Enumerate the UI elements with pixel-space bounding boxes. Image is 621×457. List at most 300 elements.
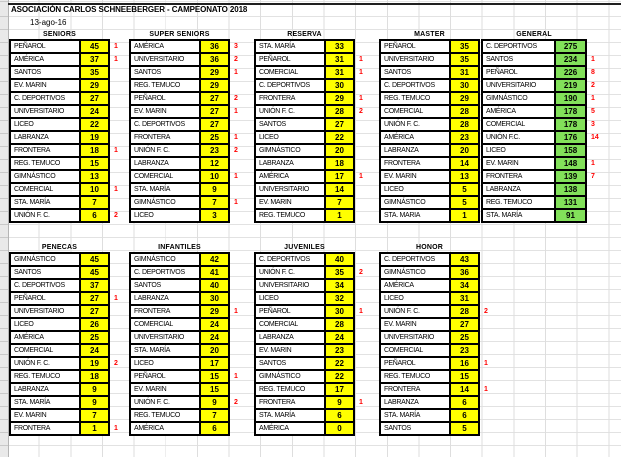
team-name-cell[interactable]: LABRANZA: [130, 292, 200, 305]
team-name-cell[interactable]: UNIVERSITARIO: [130, 53, 200, 66]
team-name-cell[interactable]: UNIÓN F. C.: [10, 357, 80, 370]
team-name-cell[interactable]: GIMNÁSTICO: [255, 370, 325, 383]
points-cell[interactable]: 131: [555, 196, 586, 209]
points-cell[interactable]: 31: [325, 66, 354, 79]
points-cell[interactable]: 25: [450, 331, 479, 344]
points-cell[interactable]: 9: [80, 396, 109, 409]
points-cell[interactable]: 34: [450, 279, 479, 292]
team-name-cell[interactable]: EV. MARIN: [10, 79, 80, 92]
team-name-cell[interactable]: C. DEPORTIVOS: [10, 279, 80, 292]
table-grid: [130, 40, 247, 222]
points-cell[interactable]: 178: [555, 118, 586, 131]
team-name-cell[interactable]: FRONTERA: [130, 305, 200, 318]
points-cell[interactable]: 234: [555, 53, 586, 66]
team-name-cell[interactable]: LABRANZA: [10, 131, 80, 144]
points-cell[interactable]: 10: [80, 183, 109, 196]
team-name-cell[interactable]: AMÉRICA: [10, 331, 80, 344]
points-cell[interactable]: 37: [80, 53, 109, 66]
points-cell[interactable]: 22: [325, 357, 354, 370]
points-cell[interactable]: 0: [325, 422, 354, 435]
standings-table-seniors: [10, 30, 127, 222]
team-name-cell[interactable]: AMÉRICA: [380, 131, 450, 144]
points-cell[interactable]: 219: [555, 79, 586, 92]
team-name-cell[interactable]: SANTOS: [130, 66, 200, 79]
table-title[interactable]: INFANTILES: [158, 244, 201, 251]
points-cell[interactable]: 18: [80, 370, 109, 383]
note-cell: [109, 105, 127, 118]
points-cell[interactable]: 33: [325, 40, 354, 53]
points-cell[interactable]: 28: [325, 318, 354, 331]
points-cell[interactable]: 91: [555, 209, 586, 222]
team-name-cell[interactable]: LABRANZA: [380, 396, 450, 409]
note-cell: [109, 266, 127, 279]
points-cell[interactable]: 6: [450, 409, 479, 422]
team-name-cell[interactable]: STA. MARÍA: [482, 209, 555, 222]
points-cell[interactable]: 18: [80, 144, 109, 157]
points-cell[interactable]: 27: [200, 105, 229, 118]
team-name-cell[interactable]: AMÉRICA: [10, 53, 80, 66]
points-cell[interactable]: 34: [325, 279, 354, 292]
team-name-cell[interactable]: FRONTERA: [255, 92, 325, 105]
points-cell[interactable]: 29: [200, 66, 229, 79]
team-name-cell[interactable]: FRONTERA: [482, 170, 555, 183]
points-cell[interactable]: 30: [325, 305, 354, 318]
table-grid: [10, 40, 127, 222]
team-name-cell[interactable]: LICEO: [130, 357, 200, 370]
team-name-cell[interactable]: SANTOS: [482, 53, 555, 66]
team-name-cell[interactable]: LICEO: [10, 118, 80, 131]
points-cell[interactable]: 40: [325, 253, 354, 266]
team-name-cell[interactable]: EV. MARIN: [380, 170, 450, 183]
points-cell[interactable]: 23: [200, 144, 229, 157]
team-name-cell[interactable]: LABRANZA: [380, 144, 450, 157]
points-cell[interactable]: 23: [325, 344, 354, 357]
note-cell: 1: [591, 95, 595, 102]
points-cell[interactable]: 32: [325, 292, 354, 305]
note-cell: 1: [234, 69, 238, 76]
points-cell[interactable]: 17: [200, 357, 229, 370]
team-name-cell[interactable]: UNIÓN F. C.: [10, 209, 80, 222]
team-name-cell[interactable]: GIMNÁSTICO: [255, 144, 325, 157]
points-cell[interactable]: 7: [80, 409, 109, 422]
note-cell: [109, 196, 127, 209]
points-cell[interactable]: 23: [450, 344, 479, 357]
note-cell: 2: [484, 308, 488, 315]
sheet-title[interactable]: ASOCIACIÓN CARLOS SCHNEEBERGER - CAMPEONATO 2018: [11, 5, 248, 14]
team-name-cell[interactable]: STA. MARÍA: [130, 183, 200, 196]
points-cell[interactable]: 14: [450, 383, 479, 396]
team-name-cell[interactable]: STA. MARÍA: [255, 40, 325, 53]
team-name-cell[interactable]: UNIÓN F. C.: [130, 396, 200, 409]
team-name-cell[interactable]: SANTOS: [380, 66, 450, 79]
team-name-cell[interactable]: SANTOS: [130, 279, 200, 292]
points-cell[interactable]: 18: [325, 157, 354, 170]
team-name-cell[interactable]: COMERCIAL: [10, 183, 80, 196]
team-name-cell[interactable]: REG. TEMUCO: [10, 370, 80, 383]
points-cell[interactable]: 14: [450, 157, 479, 170]
team-name-cell[interactable]: AMÉRICA: [380, 279, 450, 292]
points-cell[interactable]: 30: [200, 292, 229, 305]
note-cell: [479, 422, 497, 435]
team-name-cell[interactable]: PEÑAROL: [380, 40, 450, 53]
points-cell[interactable]: 27: [450, 318, 479, 331]
team-name-cell[interactable]: COMERCIAL: [255, 318, 325, 331]
team-name-cell[interactable]: EV. MARIN: [255, 196, 325, 209]
points-cell[interactable]: 31: [325, 53, 354, 66]
note-cell: [109, 344, 127, 357]
team-name-cell[interactable]: UNIÓN F.C.: [482, 131, 555, 144]
points-cell[interactable]: 190: [555, 92, 586, 105]
points-cell[interactable]: 37: [80, 279, 109, 292]
points-cell[interactable]: 28: [325, 105, 354, 118]
points-cell[interactable]: 6: [80, 209, 109, 222]
points-cell[interactable]: 15: [80, 157, 109, 170]
team-name-cell[interactable]: REG. TEMUCO: [130, 79, 200, 92]
team-name-cell[interactable]: EV. MARIN: [130, 383, 200, 396]
note-cell: 2: [359, 269, 363, 276]
standings-table-penecas: [10, 243, 127, 435]
points-cell[interactable]: 13: [80, 170, 109, 183]
team-name-cell[interactable]: FRONTERA: [10, 144, 80, 157]
team-name-cell[interactable]: COMERCIAL: [130, 318, 200, 331]
note-cell: [229, 253, 247, 266]
team-name-cell[interactable]: REG. TEMUCO: [380, 92, 450, 105]
points-cell[interactable]: 25: [200, 131, 229, 144]
team-name-cell[interactable]: FRONTERA: [380, 157, 450, 170]
note-cell: [586, 209, 604, 222]
team-name-cell[interactable]: STA. MARÍA: [10, 396, 80, 409]
points-cell[interactable]: 20: [325, 144, 354, 157]
note-cell: 1: [234, 108, 238, 115]
points-cell[interactable]: 22: [325, 370, 354, 383]
team-name-cell[interactable]: PEÑAROL: [255, 53, 325, 66]
note-cell: [229, 118, 247, 131]
points-cell[interactable]: 36: [200, 40, 229, 53]
team-name-cell[interactable]: SANTOS: [255, 118, 325, 131]
note-cell: [109, 396, 127, 409]
points-cell[interactable]: 7: [200, 196, 229, 209]
team-name-cell[interactable]: UNIÓN F. C.: [380, 118, 450, 131]
team-name-cell[interactable]: REG. TEMUCO: [482, 196, 555, 209]
note-cell: [354, 383, 372, 396]
team-name-cell[interactable]: C. DEPORTIVOS: [130, 266, 200, 279]
sheet-date[interactable]: 13-ago-16: [30, 18, 67, 27]
points-cell[interactable]: 27: [80, 292, 109, 305]
team-name-cell[interactable]: LABRANZA: [482, 183, 555, 196]
points-cell[interactable]: 35: [450, 53, 479, 66]
team-name-cell[interactable]: UNIVERSITARIO: [482, 79, 555, 92]
points-cell[interactable]: 28: [450, 118, 479, 131]
points-cell[interactable]: 158: [555, 144, 586, 157]
points-cell[interactable]: 41: [200, 266, 229, 279]
team-name-cell[interactable]: EV. MARIN: [10, 409, 80, 422]
note-cell: 1: [359, 308, 363, 315]
points-cell[interactable]: 45: [80, 266, 109, 279]
points-cell[interactable]: 45: [80, 40, 109, 53]
note-cell: [109, 170, 127, 183]
points-cell[interactable]: 1: [80, 422, 109, 435]
table-title[interactable]: SENIORS: [43, 31, 76, 38]
team-name-cell[interactable]: LABRANZA: [130, 157, 200, 170]
note-cell: [229, 344, 247, 357]
note-cell: [479, 409, 497, 422]
team-name-cell[interactable]: UNIVERSITARIO: [255, 183, 325, 196]
team-name-cell[interactable]: C. DEPORTIVOS: [482, 40, 555, 53]
team-name-cell[interactable]: REG. TEMUCO: [255, 383, 325, 396]
team-name-cell[interactable]: AMÉRICA: [130, 422, 200, 435]
note-cell: 1: [359, 69, 363, 76]
points-cell[interactable]: 3: [200, 209, 229, 222]
points-cell[interactable]: 28: [450, 105, 479, 118]
points-cell[interactable]: 10: [200, 170, 229, 183]
team-name-cell[interactable]: REG. TEMUCO: [130, 409, 200, 422]
team-name-cell[interactable]: STA. MARÍA: [255, 409, 325, 422]
team-name-cell[interactable]: GIMNÁSTICO: [10, 253, 80, 266]
points-cell[interactable]: 16: [450, 357, 479, 370]
note-cell: [479, 253, 497, 266]
points-cell[interactable]: 40: [200, 279, 229, 292]
team-name-cell[interactable]: UNIVERSITARIO: [130, 331, 200, 344]
points-cell[interactable]: 17: [325, 383, 354, 396]
points-cell[interactable]: 42: [200, 253, 229, 266]
note-cell: 2: [234, 147, 238, 154]
team-name-cell[interactable]: REG. TEMUCO: [380, 370, 450, 383]
team-name-cell[interactable]: SANTOS: [255, 357, 325, 370]
team-name-cell[interactable]: LICEO: [255, 292, 325, 305]
table-title[interactable]: SUPER SENIORS: [149, 31, 210, 38]
team-name-cell[interactable]: SANTOS: [380, 422, 450, 435]
team-name-cell[interactable]: PEÑAROL: [255, 305, 325, 318]
team-name-cell[interactable]: LICEO: [380, 292, 450, 305]
points-cell[interactable]: 30: [325, 79, 354, 92]
points-cell[interactable]: 24: [200, 318, 229, 331]
team-name-cell[interactable]: EV. MARIN: [380, 318, 450, 331]
points-cell[interactable]: 5: [450, 196, 479, 209]
team-name-cell[interactable]: PEÑAROL: [130, 370, 200, 383]
table-title[interactable]: MASTER: [414, 31, 445, 38]
points-cell[interactable]: 9: [200, 396, 229, 409]
note-cell: [354, 370, 372, 383]
team-name-cell[interactable]: UNIÓN F. C.: [255, 105, 325, 118]
points-cell[interactable]: 7: [325, 196, 354, 209]
points-cell[interactable]: 19: [80, 357, 109, 370]
points-cell[interactable]: 31: [450, 292, 479, 305]
note-cell: [109, 131, 127, 144]
points-cell[interactable]: 29: [450, 92, 479, 105]
points-cell[interactable]: 24: [200, 331, 229, 344]
points-cell[interactable]: 30: [450, 79, 479, 92]
team-name-cell[interactable]: PEÑAROL: [380, 357, 450, 370]
team-name-cell[interactable]: AMÉRICA: [130, 40, 200, 53]
team-name-cell[interactable]: LICEO: [255, 131, 325, 144]
team-name-cell[interactable]: UNIVERSITARIO: [255, 279, 325, 292]
points-cell[interactable]: 9: [80, 383, 109, 396]
points-cell[interactable]: 9: [325, 396, 354, 409]
points-cell[interactable]: 24: [80, 105, 109, 118]
note-cell: [229, 383, 247, 396]
points-cell[interactable]: 12: [200, 157, 229, 170]
note-cell: [229, 279, 247, 292]
team-name-cell[interactable]: STA. MARIA: [380, 209, 450, 222]
points-cell[interactable]: 29: [80, 79, 109, 92]
team-name-cell[interactable]: LICEO: [130, 209, 200, 222]
table-title[interactable]: JUVENILES: [284, 244, 325, 251]
team-name-cell[interactable]: EV. MARIN: [130, 105, 200, 118]
team-name-cell[interactable]: COMERCIAL: [255, 66, 325, 79]
team-name-cell[interactable]: COMERCIAL: [380, 344, 450, 357]
points-cell[interactable]: 6: [200, 422, 229, 435]
points-cell[interactable]: 6: [450, 396, 479, 409]
team-name-cell[interactable]: COMERCIAL: [482, 118, 555, 131]
points-cell[interactable]: 35: [80, 66, 109, 79]
points-cell[interactable]: 35: [325, 266, 354, 279]
points-cell[interactable]: 7: [200, 409, 229, 422]
points-cell[interactable]: 24: [325, 331, 354, 344]
note-cell: 1: [234, 173, 238, 180]
team-name-cell[interactable]: C. DEPORTIVOS: [255, 79, 325, 92]
team-name-cell[interactable]: UNIVERSITARIO: [10, 105, 80, 118]
team-name-cell[interactable]: AMÉRICA: [255, 170, 325, 183]
team-name-cell[interactable]: STA. MARÍA: [380, 409, 450, 422]
team-name-cell[interactable]: LICEO: [482, 144, 555, 157]
team-name-cell[interactable]: FRONTERA: [380, 383, 450, 396]
points-cell[interactable]: 15: [200, 370, 229, 383]
points-cell[interactable]: 43: [450, 253, 479, 266]
points-cell[interactable]: 17: [325, 170, 354, 183]
team-name-cell[interactable]: SANTOS: [10, 266, 80, 279]
team-name-cell[interactable]: LICEO: [10, 318, 80, 331]
team-name-cell[interactable]: PEÑAROL: [130, 92, 200, 105]
points-cell[interactable]: 14: [325, 183, 354, 196]
points-cell[interactable]: 1: [450, 209, 479, 222]
note-cell: [109, 157, 127, 170]
points-cell[interactable]: 5: [450, 422, 479, 435]
team-name-cell[interactable]: FRONTERA: [10, 422, 80, 435]
team-name-cell[interactable]: GIMNÁSTICO: [130, 196, 200, 209]
points-cell[interactable]: 20: [200, 344, 229, 357]
team-name-cell[interactable]: LABRANZA: [255, 157, 325, 170]
points-cell[interactable]: 20: [450, 144, 479, 157]
points-cell[interactable]: 9: [200, 183, 229, 196]
team-name-cell[interactable]: FRONTERA: [255, 396, 325, 409]
points-cell[interactable]: 23: [450, 131, 479, 144]
team-name-cell[interactable]: C. DEPORTIVOS: [380, 253, 450, 266]
points-cell[interactable]: 35: [450, 40, 479, 53]
points-cell[interactable]: 148: [555, 157, 586, 170]
standings-table-general: [482, 30, 604, 222]
points-cell[interactable]: 29: [200, 305, 229, 318]
team-name-cell[interactable]: UNIÓN F. C.: [255, 266, 325, 279]
points-cell[interactable]: 178: [555, 105, 586, 118]
team-name-cell[interactable]: AMÉRICA: [255, 422, 325, 435]
points-cell[interactable]: 1: [325, 209, 354, 222]
team-name-cell[interactable]: PEÑAROL: [10, 40, 80, 53]
points-cell[interactable]: 27: [80, 305, 109, 318]
team-name-cell[interactable]: GIMNÁSTICO: [10, 170, 80, 183]
note-cell: [354, 118, 372, 131]
team-name-cell[interactable]: REG. TEMUCO: [255, 209, 325, 222]
points-cell[interactable]: 25: [80, 331, 109, 344]
team-name-cell[interactable]: UNIÓN F. C.: [380, 305, 450, 318]
team-name-cell[interactable]: LICEO: [380, 183, 450, 196]
team-name-cell[interactable]: COMERCIAL: [130, 170, 200, 183]
points-cell[interactable]: 27: [200, 92, 229, 105]
team-name-cell[interactable]: PEÑAROL: [482, 66, 555, 79]
table-title[interactable]: PENECAS: [41, 244, 78, 251]
team-name-cell[interactable]: EV. MARIN: [255, 344, 325, 357]
team-name-cell[interactable]: GIMNÁSTICO: [482, 92, 555, 105]
team-name-cell[interactable]: COMERCIAL: [10, 344, 80, 357]
points-cell[interactable]: 31: [450, 66, 479, 79]
team-name-cell[interactable]: COMERCIAL: [380, 105, 450, 118]
note-cell: [354, 144, 372, 157]
points-cell[interactable]: 13: [450, 170, 479, 183]
team-name-cell[interactable]: C. DEPORTIVOS: [380, 79, 450, 92]
points-cell[interactable]: 15: [450, 370, 479, 383]
table-title[interactable]: HONOR: [415, 244, 444, 251]
table-grid: [130, 253, 247, 435]
points-cell[interactable]: 29: [200, 79, 229, 92]
points-cell[interactable]: 27: [200, 118, 229, 131]
points-cell[interactable]: 27: [80, 92, 109, 105]
points-cell[interactable]: 5: [450, 183, 479, 196]
points-cell[interactable]: 19: [80, 131, 109, 144]
team-name-cell[interactable]: GIMNÁSTICO: [380, 266, 450, 279]
points-cell[interactable]: 6: [325, 409, 354, 422]
team-name-cell[interactable]: UNIVERSITARIO: [380, 331, 450, 344]
points-cell[interactable]: 45: [80, 253, 109, 266]
team-name-cell[interactable]: AMÉRICA: [482, 105, 555, 118]
team-name-cell[interactable]: LABRANZA: [255, 331, 325, 344]
points-cell[interactable]: 36: [450, 266, 479, 279]
points-cell[interactable]: 28: [450, 305, 479, 318]
points-cell[interactable]: 26: [80, 318, 109, 331]
team-name-cell[interactable]: C. DEPORTIVOS: [130, 118, 200, 131]
team-name-cell[interactable]: GIMNÁSTICO: [130, 253, 200, 266]
points-cell[interactable]: 15: [200, 383, 229, 396]
team-name-cell[interactable]: UNIVERSITARIO: [10, 305, 80, 318]
table-title[interactable]: GENERAL: [516, 31, 552, 38]
points-cell[interactable]: 139: [555, 170, 586, 183]
team-name-cell[interactable]: SANTOS: [10, 66, 80, 79]
team-name-cell[interactable]: STA. MARÍA: [130, 344, 200, 357]
team-name-cell[interactable]: LABRANZA: [10, 383, 80, 396]
table-title[interactable]: RESERVA: [287, 31, 322, 38]
points-cell[interactable]: 27: [325, 118, 354, 131]
team-name-cell[interactable]: PEÑAROL: [10, 292, 80, 305]
points-cell[interactable]: 275: [555, 40, 586, 53]
note-cell: 1: [359, 399, 363, 406]
points-cell[interactable]: 226: [555, 66, 586, 79]
points-cell[interactable]: 24: [80, 344, 109, 357]
points-cell[interactable]: 138: [555, 183, 586, 196]
team-name-cell[interactable]: C. DEPORTIVOS: [255, 253, 325, 266]
points-cell[interactable]: 7: [80, 196, 109, 209]
team-name-cell[interactable]: GIMNÁSTICO: [380, 196, 450, 209]
team-name-cell[interactable]: STA. MARÍA: [10, 196, 80, 209]
team-name-cell[interactable]: UNIVERSITARIO: [380, 53, 450, 66]
points-cell[interactable]: 22: [80, 118, 109, 131]
team-name-cell[interactable]: FRONTERA: [130, 131, 200, 144]
points-cell[interactable]: 36: [200, 53, 229, 66]
team-name-cell[interactable]: REG. TEMUCO: [10, 157, 80, 170]
points-cell[interactable]: 22: [325, 131, 354, 144]
team-name-cell[interactable]: C. DEPORTIVOS: [10, 92, 80, 105]
team-name-cell[interactable]: UNIÓN F. C.: [130, 144, 200, 157]
points-cell[interactable]: 29: [325, 92, 354, 105]
points-cell[interactable]: 176: [555, 131, 586, 144]
team-name-cell[interactable]: EV. MARIN: [482, 157, 555, 170]
